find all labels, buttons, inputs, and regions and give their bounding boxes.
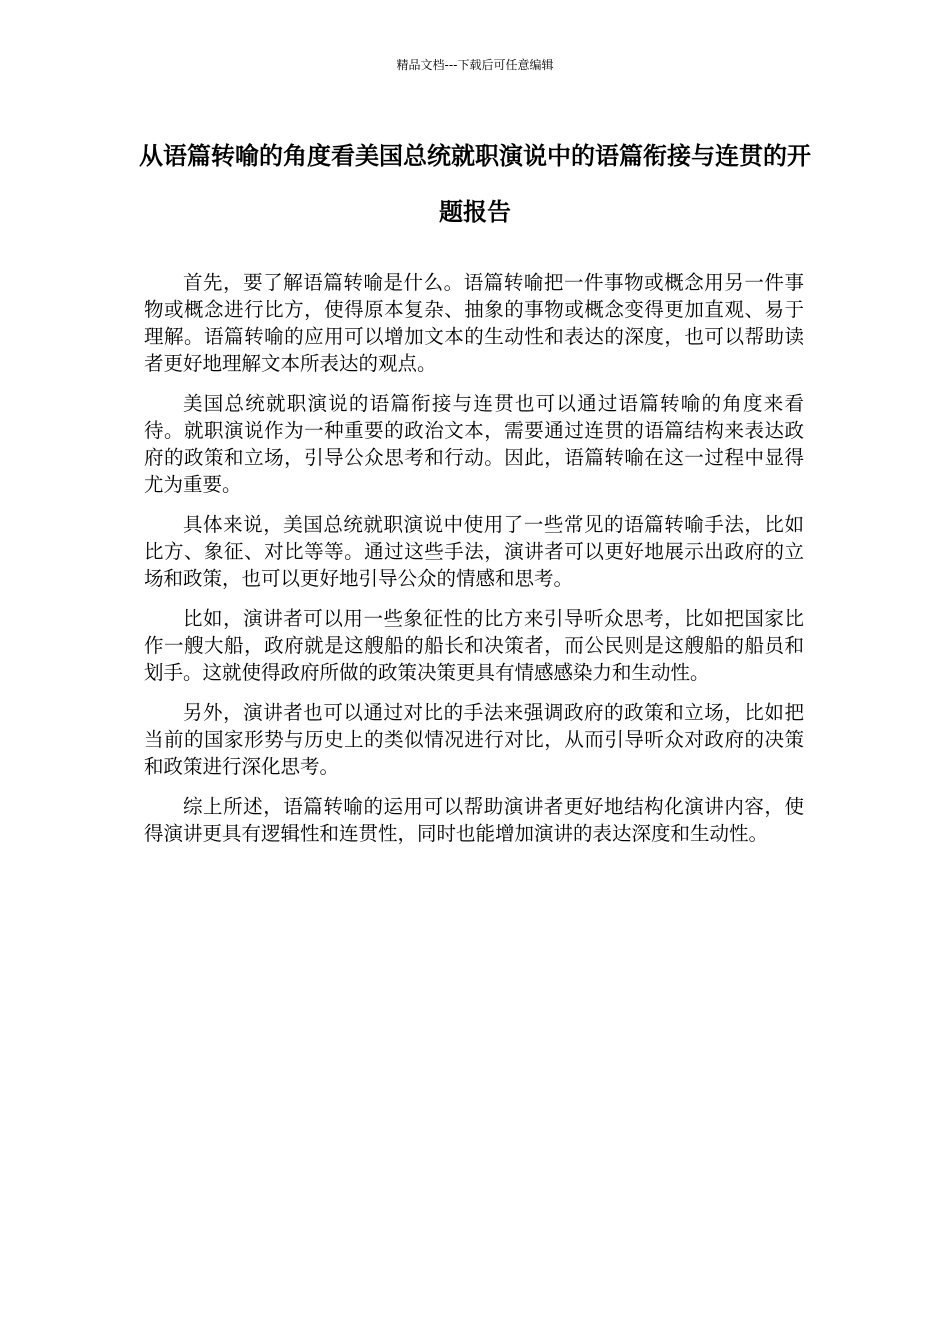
document-title: 从语篇转喻的角度看美国总统就职演说中的语篇衔接与连贯的开题报告 bbox=[139, 142, 811, 226]
header-note: 精品文档---下载后可任意编辑 bbox=[396, 58, 554, 72]
paragraph-2: 美国总统就职演说的语篇衔接与连贯也可以通过语篇转喻的角度来看待。就职演说作为一种重要的政治文本，需要通过连贯的语篇结构来表达政府的政策和立场，引导公众思考和行动。因此，语篇转喻在这一过程中显得尤为重要。 bbox=[144, 392, 804, 496]
paragraph-6: 综上所述，语篇转喻的运用可以帮助演讲者更好地结构化演讲内容，使得演讲更具有逻辑性和连贯性，同时也能增加演讲的表达深度和生动性。 bbox=[144, 795, 804, 845]
paragraph-4: 比如，演讲者可以用一些象征性的比方来引导听众思考，比如把国家比作一艘大船，政府就是这艘船的船长和决策者，而公民则是这艘船的船员和划手。这就使得政府所做的政策决策更具有情感感染力和生动性。 bbox=[144, 607, 804, 684]
paragraph-5: 另外，演讲者也可以通过对比的手法来强调政府的政策和立场，比如把当前的国家形势与历史上的类似情况进行对比，从而引导听众对政府的决策和政策进行深化思考。 bbox=[144, 701, 804, 778]
paragraph-1: 首先，要了解语篇转喻是什么。语篇转喻把一件事物或概念用另一件事物或概念进行比方，使得原本复杂、抽象的事物或概念变得更加直观、易于理解。语篇转喻的应用可以增加文本的生动性和表达的深度，也可以帮助读者更好地理解文本所表达的观点。 bbox=[144, 271, 804, 375]
document-body bbox=[144, 269, 804, 860]
paragraph-3: 具体来说，美国总统就职演说中使用了一些常见的语篇转喻手法，比如比方、象征、对比等等。通过这些手法，演讲者可以更好地展示出政府的立场和政策，也可以更好地引导公众的情感和思考。 bbox=[144, 513, 804, 590]
